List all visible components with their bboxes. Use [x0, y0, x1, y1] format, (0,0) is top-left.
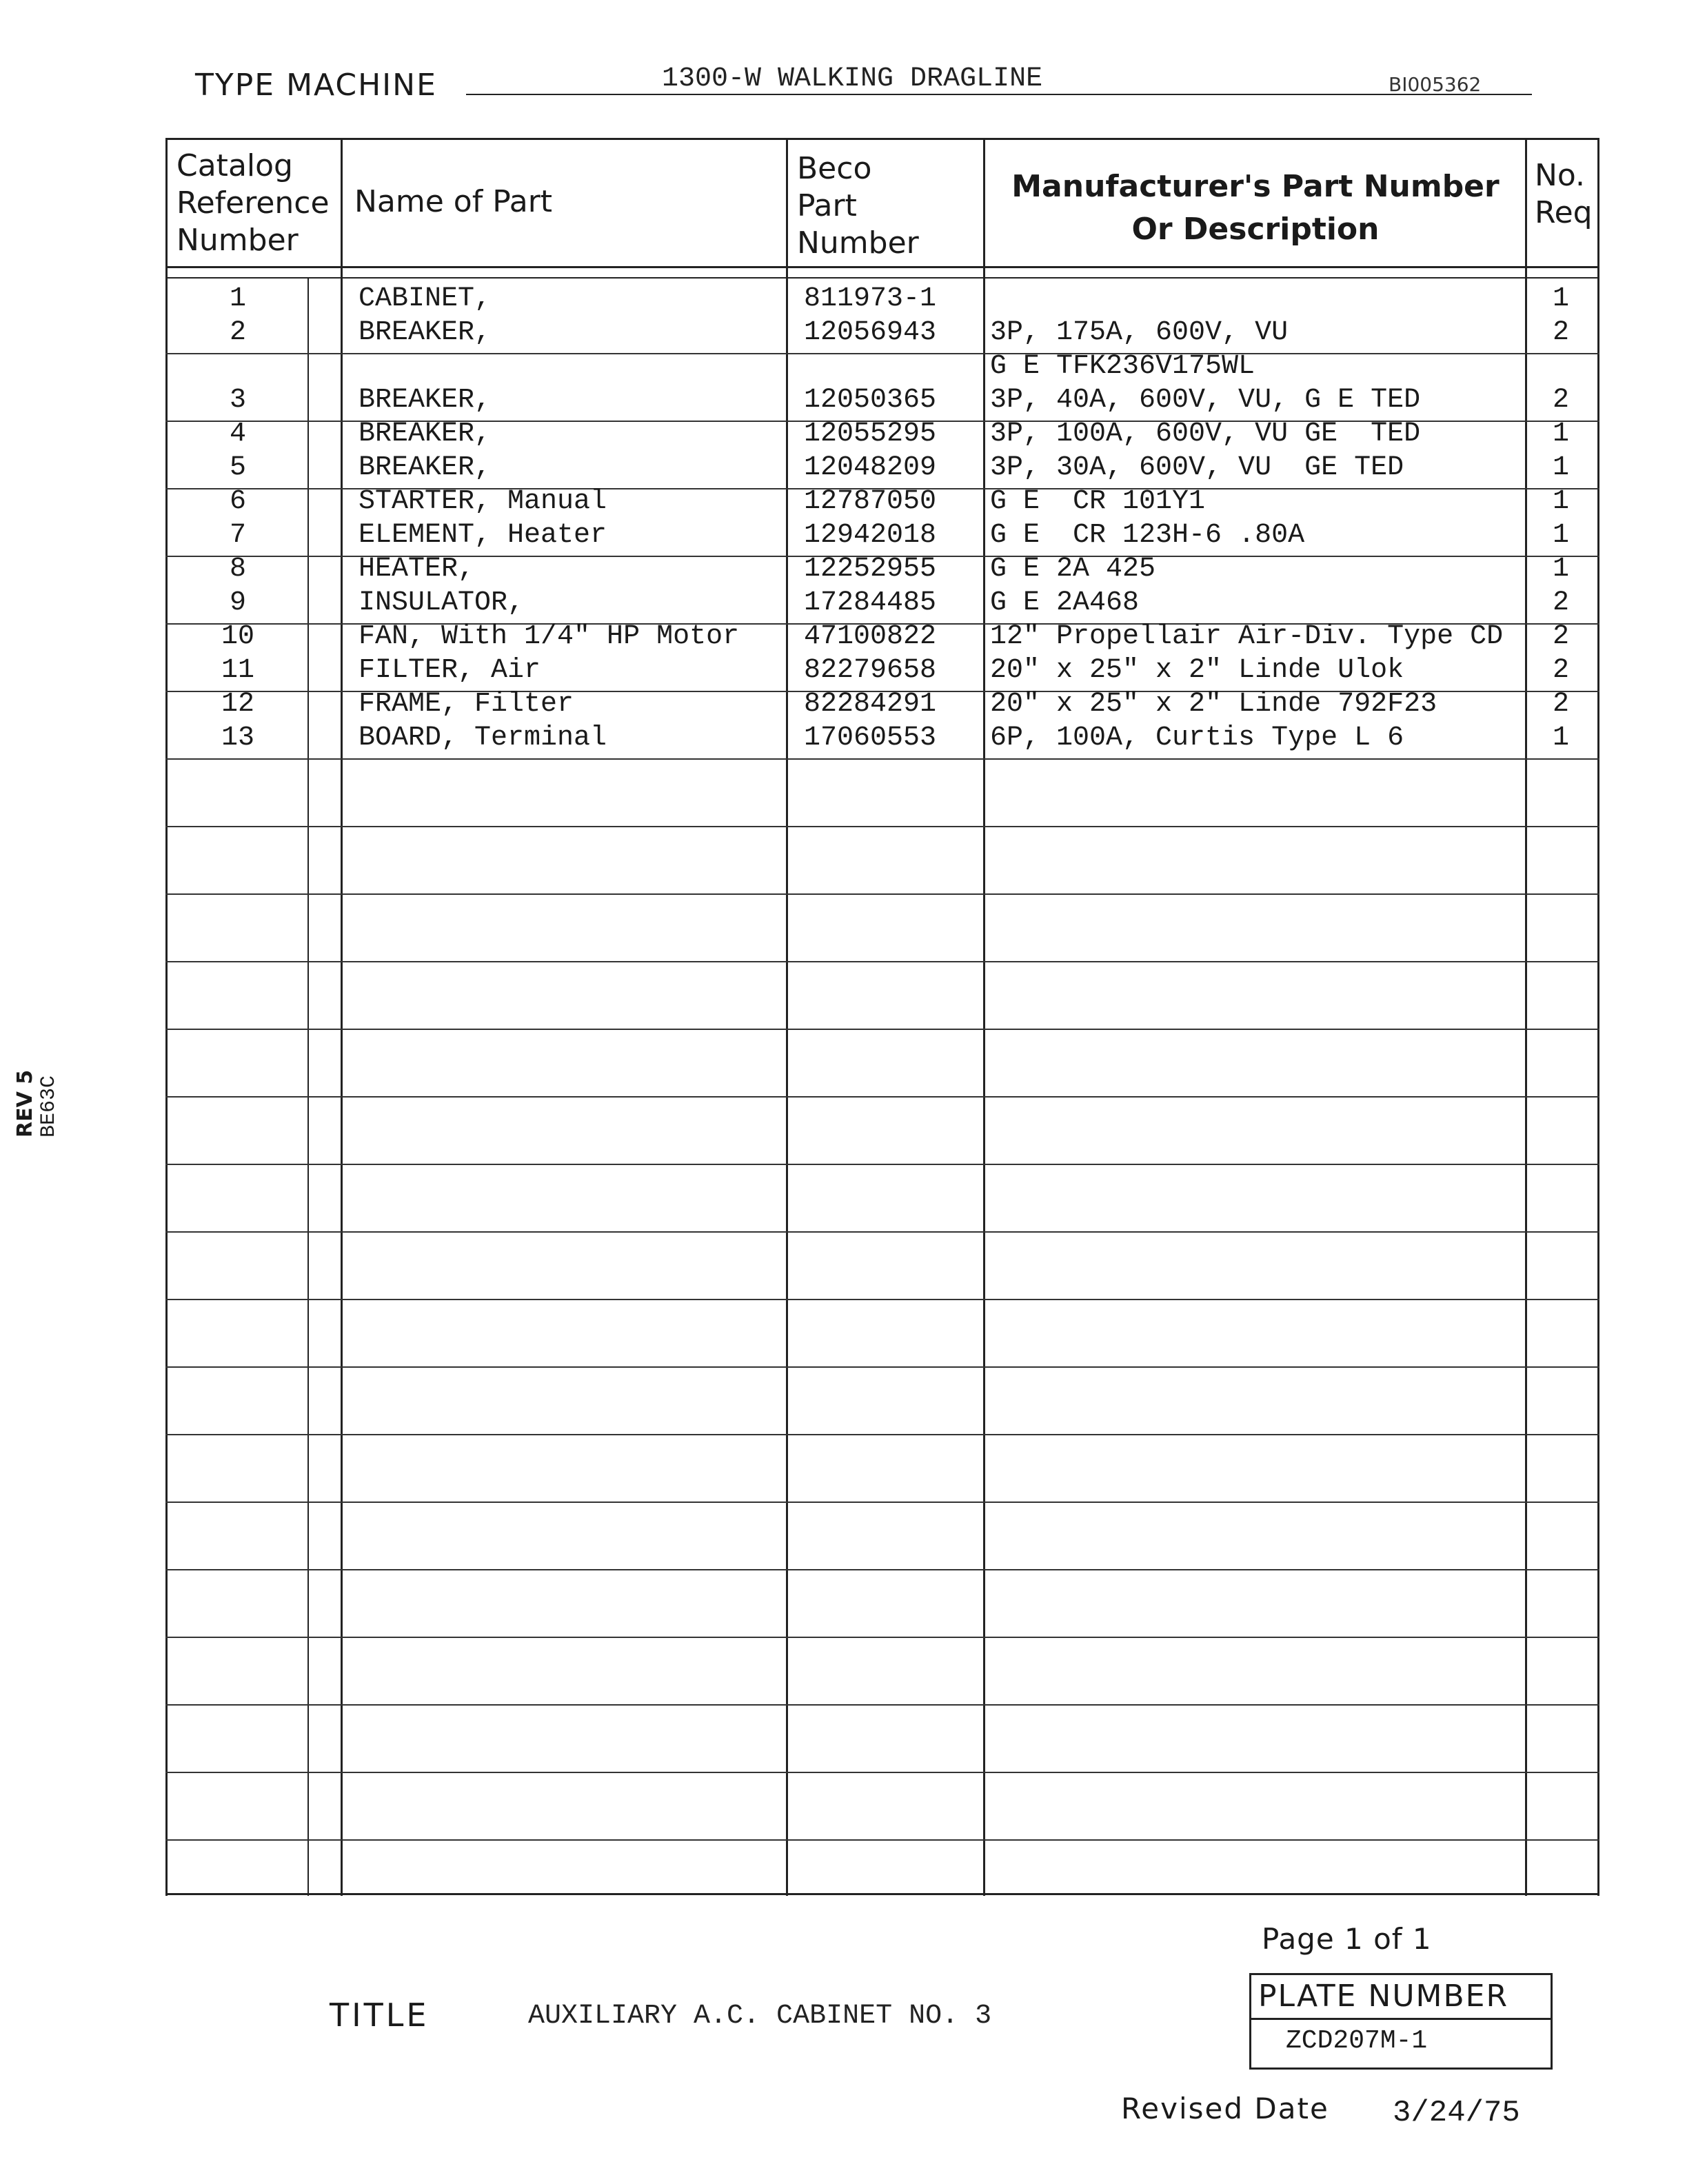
col-header-req — [1535, 157, 1593, 232]
header-rule-2 — [165, 277, 1599, 279]
manufacturer-desc-cell: 3P, 175A, 600V, VU — [990, 317, 1289, 348]
part-name-cell: BREAKER, — [359, 317, 492, 348]
catalog-ref-cell: 7 — [229, 520, 246, 551]
type-machine-label: TYPE MACHINE — [195, 68, 437, 103]
beco-number-cell: 47100822 — [804, 621, 937, 652]
document-id: BI005362 — [1389, 73, 1482, 96]
part-name-cell: BREAKER, — [359, 418, 492, 449]
qty-req-cell: 2 — [1552, 621, 1569, 652]
qty-req-cell: 1 — [1552, 452, 1569, 483]
title-value: AUXILIARY A.C. CABINET NO. 3 — [528, 2001, 992, 2032]
catalog-ref-cell: 13 — [221, 722, 254, 754]
catalog-ref-cell: 10 — [221, 621, 254, 652]
title-label: TITLE — [330, 1996, 430, 2034]
col-header-name: Name of Part — [354, 184, 553, 219]
table-bottom-border — [165, 1893, 1599, 1895]
row-rule — [165, 1704, 1599, 1706]
catalog-ref-cell: 2 — [229, 317, 246, 348]
manufacturer-desc-cell: 3P, 30A, 600V, VU GE TED — [990, 452, 1404, 483]
row-rule — [165, 1434, 1599, 1435]
catalog-ref-cell: 8 — [229, 554, 246, 585]
qty-req-cell: 2 — [1552, 317, 1569, 348]
row-rule — [165, 961, 1599, 962]
row-rule — [165, 1164, 1599, 1165]
manufacturer-desc-cell: G E 2A 425 — [990, 554, 1156, 585]
qty-req-cell: 1 — [1552, 418, 1569, 449]
part-name-cell: HEATER, — [359, 554, 475, 585]
table-top-border — [165, 138, 1599, 140]
part-name-cell: FILTER, Air — [359, 655, 541, 686]
row-rule — [165, 1569, 1599, 1570]
col-divider-beco — [983, 138, 985, 1896]
row-rule — [165, 1637, 1599, 1638]
catalog-ref-cell: 6 — [229, 486, 246, 517]
manufacturer-desc-cell: G E 2A468 — [990, 587, 1140, 618]
catalog-ref-cell: 9 — [229, 587, 246, 618]
beco-number-cell: 811973-1 — [804, 283, 937, 314]
col-header-mfr-line: Manufacturer's Part Number — [1011, 169, 1500, 204]
col-header-catalog — [176, 148, 330, 259]
manufacturer-desc-cell: 20" x 25" x 2" Linde 792F23 — [990, 689, 1437, 720]
manufacturer-desc-cell: 20" x 25" x 2" Linde Ulok — [990, 655, 1404, 686]
beco-number-cell: 82284291 — [804, 689, 937, 720]
beco-number-cell: 12942018 — [804, 520, 937, 551]
col-header-catalog-line: Catalog — [176, 148, 293, 183]
col-header-manufacturer — [986, 165, 1525, 251]
row-rule — [165, 893, 1599, 895]
catalog-ref-cell: 4 — [229, 418, 246, 449]
manufacturer-desc-cell: 6P, 100A, Curtis Type L 6 — [990, 722, 1404, 754]
row-rule — [165, 758, 1599, 760]
manufacturer-desc-cell: 12" Propellair Air-Div. Type CD — [990, 621, 1504, 652]
qty-req-cell: 1 — [1552, 486, 1569, 517]
col-header-mfr-line: Or Description — [1131, 212, 1380, 247]
manufacturer-desc-cell: G E CR 101Y1 — [990, 486, 1206, 517]
beco-number-cell: 17284485 — [804, 587, 937, 618]
part-name-cell: FAN, With 1/4" HP Motor — [359, 621, 740, 652]
col-divider-catalog — [341, 138, 343, 1896]
part-name-cell: STARTER, Manual — [359, 486, 607, 517]
col-header-beco-line: Part — [797, 188, 857, 223]
table-right-border — [1597, 138, 1599, 1896]
row-rule — [165, 1772, 1599, 1773]
type-machine-value: 1300-W WALKING DRAGLINE — [662, 63, 1043, 94]
table-left-border — [165, 138, 168, 1896]
row-rule — [165, 826, 1599, 827]
col-divider-mfr — [1525, 138, 1527, 1896]
qty-req-cell: 2 — [1552, 689, 1569, 720]
plate-number-value: ZCD207M-1 — [1286, 2026, 1428, 2056]
part-name-cell: FRAME, Filter — [359, 689, 574, 720]
part-name-cell: BREAKER, — [359, 385, 492, 416]
row-rule — [165, 1029, 1599, 1030]
row-rule — [165, 1231, 1599, 1233]
catalog-ref-cell: 11 — [221, 655, 254, 686]
col-header-beco — [797, 150, 919, 262]
part-name-cell: ELEMENT, Heater — [359, 520, 607, 551]
col-header-catalog-line: Reference — [176, 185, 330, 221]
revised-date-value: 3/24/75 — [1393, 2096, 1520, 2130]
qty-req-cell: 2 — [1552, 385, 1569, 416]
row-rule — [165, 1096, 1599, 1098]
beco-number-cell: 12787050 — [804, 486, 937, 517]
qty-req-cell: 2 — [1552, 655, 1569, 686]
qty-req-cell: 1 — [1552, 520, 1569, 551]
col-header-catalog-line: Number — [176, 223, 299, 258]
col-divider-catalog-inner — [307, 279, 309, 1896]
beco-number-cell: 12050365 — [804, 385, 937, 416]
beco-number-cell: 12056943 — [804, 317, 937, 348]
qty-req-cell: 1 — [1552, 722, 1569, 754]
beco-number-cell: 17060553 — [804, 722, 937, 754]
row-rule — [165, 1299, 1599, 1300]
part-name-cell: INSULATOR, — [359, 587, 525, 618]
plate-number-box — [1249, 1973, 1553, 2070]
beco-number-cell: 12055295 — [804, 418, 937, 449]
revision-side-note — [13, 1000, 61, 1138]
row-rule — [165, 1502, 1599, 1503]
col-divider-name — [786, 138, 788, 1896]
qty-req-cell: 1 — [1552, 283, 1569, 314]
beco-number-cell: 12048209 — [804, 452, 937, 483]
qty-req-cell: 2 — [1552, 587, 1569, 618]
manufacturer-desc-cell: 3P, 40A, 600V, VU, G E TED — [990, 385, 1421, 416]
row-rule — [165, 1839, 1599, 1841]
plate-number-label: PLATE NUMBER — [1251, 1975, 1551, 2020]
col-header-beco-line: Number — [797, 225, 919, 261]
catalog-ref-cell: 3 — [229, 385, 246, 416]
header-rule-1 — [165, 266, 1599, 268]
beco-number-cell: 12252955 — [804, 554, 937, 585]
beco-number-cell: 82279658 — [804, 655, 937, 686]
revision-code: BE63C — [37, 1075, 61, 1138]
manufacturer-desc-cell: G E CR 123H-6 .80A — [990, 520, 1305, 551]
part-name-cell: BREAKER, — [359, 452, 492, 483]
row-rule — [165, 1366, 1599, 1368]
catalog-ref-cell: 1 — [229, 283, 246, 314]
col-header-req-line: No. — [1535, 158, 1586, 193]
catalog-ref-cell: 12 — [221, 689, 254, 720]
manufacturer-desc-cell: G E TFK236V175WL — [990, 351, 1255, 382]
page-indicator: Page 1 of 1 — [1262, 1922, 1432, 1956]
catalog-ref-cell: 5 — [229, 452, 246, 483]
revision-label: REV 5 — [13, 1069, 37, 1138]
qty-req-cell: 1 — [1552, 554, 1569, 585]
col-header-beco-line: Beco — [797, 151, 872, 186]
revised-date-label: Revised Date — [1121, 2092, 1329, 2125]
manufacturer-desc-cell: 3P, 100A, 600V, VU GE TED — [990, 418, 1421, 449]
col-header-req-line: Req — [1535, 195, 1593, 230]
part-name-cell: BOARD, Terminal — [359, 722, 607, 754]
part-name-cell: CABINET, — [359, 283, 492, 314]
